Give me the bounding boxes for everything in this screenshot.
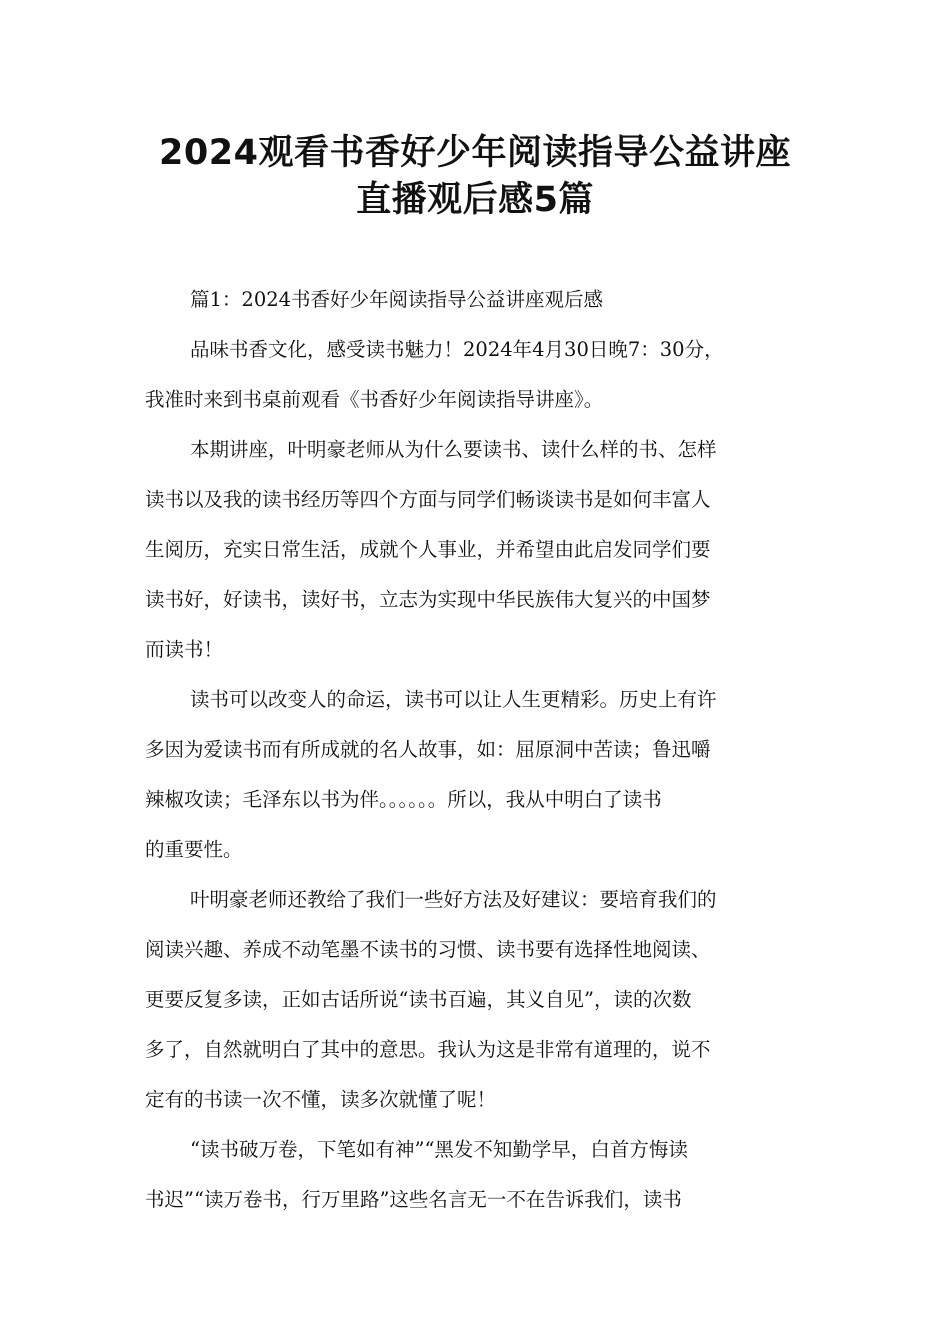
paragraph-line: 辣椒攻读；毛泽东以书为伴。。。。。。所以，我从中明白了读书 [145, 788, 662, 811]
paragraph-line: 更要反复多读，正如古话所说“读书百遍，其义自见”，读的次数 [145, 988, 692, 1011]
paragraph-line: 的重要性。 [145, 838, 243, 861]
paragraph-line: 阅读兴趣、养成不动笔墨不读书的习惯、读书要有选择性地阅读、 [145, 938, 711, 961]
paragraph-line: 而读书！ [145, 638, 224, 661]
document-title-line-2: 直播观后感5篇 [356, 180, 594, 220]
document-title-line-1: 2024观看书香好少年阅读指导公益讲座 [159, 133, 791, 173]
paragraph-line: 我准时来到书桌前观看《书香好少年阅读指导讲座》。 [145, 388, 604, 411]
paragraph-line: 多了，自然就明白了其中的意思。我认为这是非常有道理的，说不 [145, 1038, 711, 1061]
paragraph-line: 书迟”“读万卷书，行万里路”这些名言无一不在告诉我们，读书 [145, 1188, 682, 1211]
paragraph-line: 生阅历，充实日常生活，成就个人事业，并希望由此启发同学们要 [145, 538, 711, 561]
paragraph-line: 品味书香文化，感受读书魅力！2024年4月30日晚7：30分， [190, 338, 724, 361]
paragraph-line: 读书以及我的读书经历等四个方面与同学们畅谈读书是如何丰富人 [145, 488, 711, 511]
paragraph-line: 本期讲座，叶明豪老师从为什么要读书、读什么样的书、怎样 [190, 438, 717, 461]
section-heading: 篇1：2024书香好少年阅读指导公益讲座观后感 [190, 288, 604, 311]
paragraph-line: “读书破万卷，下笔如有神”“黑发不知勤学早，白首方悔读 [190, 1138, 688, 1161]
paragraph-line: 定有的书读一次不懂，读多次就懂了呢！ [145, 1088, 497, 1111]
paragraph-line: 读书好，好读书，读好书，立志为实现中华民族伟大复兴的中国梦 [145, 588, 711, 611]
paragraph-line: 读书可以改变人的命运，读书可以让人生更精彩。历史上有许 [190, 688, 717, 711]
paragraph-line: 叶明豪老师还教给了我们一些好方法及好建议：要培育我们的 [190, 888, 717, 911]
paragraph-line: 多因为爱读书而有所成就的名人故事，如：屈原洞中苦读；鲁迅嚼 [145, 738, 711, 761]
